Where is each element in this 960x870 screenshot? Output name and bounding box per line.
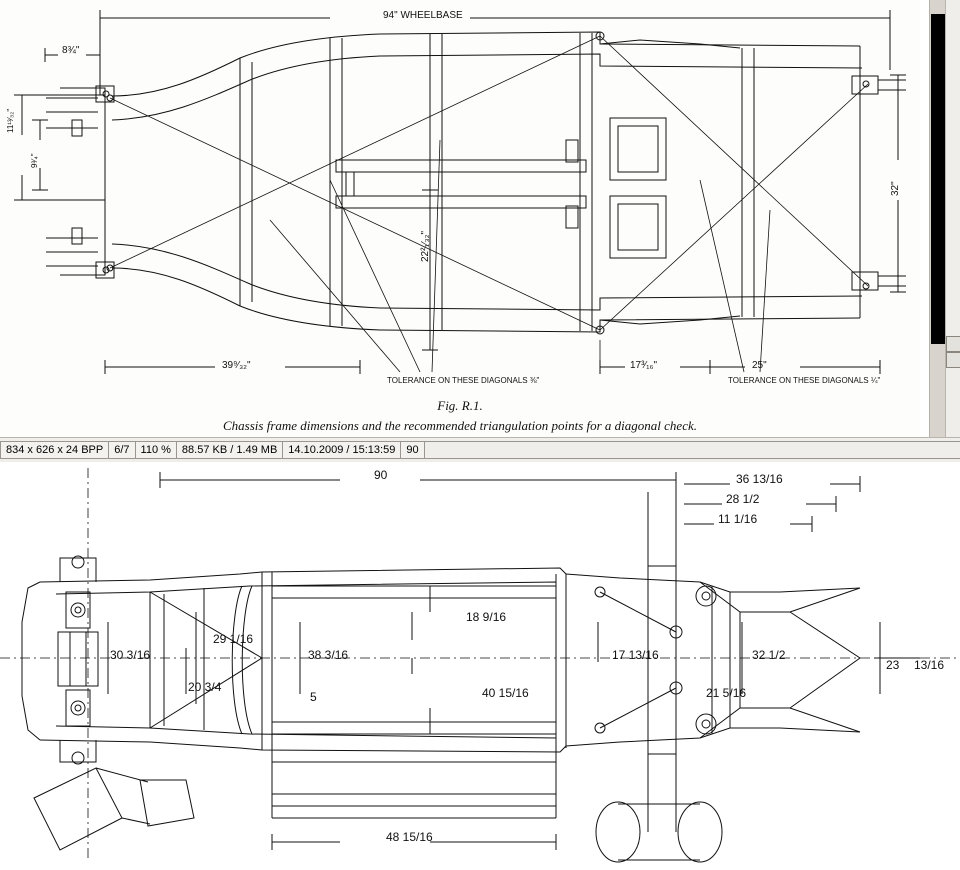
- vertical-scrollbar[interactable]: [929, 0, 946, 437]
- dim-top-11-1-16: 11 1/16: [718, 512, 758, 526]
- side-button-strip[interactable]: [945, 0, 960, 437]
- note-tolerance-left: TOLERANCE ON THESE DIAGONALS ⅜": [387, 376, 540, 385]
- status-timestamp: 14.10.2009 / 15:13:59: [282, 441, 401, 459]
- status-page: 6/7: [108, 441, 135, 459]
- note-tolerance-right: TOLERANCE ON THESE DIAGONALS ¼": [728, 376, 881, 385]
- dim-right-13-16: 13/16: [914, 658, 945, 672]
- status-dimensions: 834 x 626 x 24 BPP: [0, 441, 109, 459]
- status-filesize: 88.57 KB / 1.49 MB: [176, 441, 283, 459]
- side-scroll-down-button[interactable]: [946, 352, 960, 368]
- dim-left-vertical-a: 11¹³⁄₃₂": [6, 108, 15, 133]
- dim-bottom-48-15-16: 48 15/16: [386, 830, 433, 844]
- dim-right-vertical: 32": [890, 181, 901, 196]
- viewer-canvas[interactable]: [0, 0, 920, 437]
- dim-left-29-1-16: 29 1/16: [213, 632, 254, 646]
- dim-right-21-5-16: 21 5/16: [706, 686, 747, 700]
- dim-top-36-13-16: 36 13/16: [736, 472, 783, 486]
- dim-left-vertical-b: 9³⁄₄": [30, 153, 39, 168]
- dim-right-23: 23: [886, 658, 900, 672]
- dim-top-90: 90: [374, 468, 388, 482]
- dim-top-28-1-2: 28 1/2: [726, 492, 760, 506]
- chassis-detail-drawing: [0, 462, 960, 870]
- status-zoom: 110 %: [135, 441, 177, 459]
- dim-wheelbase: 94" WHEELBASE: [383, 10, 463, 21]
- scroll-up-arrow[interactable]: [930, 0, 946, 14]
- figure-caption: Chassis frame dimensions and the recommended triangulation points for a diagonal check.: [223, 418, 697, 433]
- dim-mid-17-13-16: 17 13/16: [612, 648, 659, 662]
- dim-mid-40-15-16: 40 15/16: [482, 686, 529, 700]
- status-rotation: 90: [400, 441, 424, 459]
- dim-left-20-3-4: 20 3/4: [188, 680, 222, 694]
- chassis-plan-drawing: [0, 0, 920, 437]
- side-scroll-up-button[interactable]: [946, 336, 960, 352]
- status-bar: [0, 437, 960, 462]
- chassis-detail-canvas[interactable]: [0, 462, 960, 870]
- scroll-down-arrow[interactable]: [930, 423, 946, 437]
- dim-bottom-right: 25": [752, 360, 767, 371]
- dim-front-width: 8¾": [62, 45, 80, 56]
- dim-left-5: 5: [310, 690, 317, 704]
- dim-mid-18-9-16: 18 9/16: [466, 610, 507, 624]
- dim-left-38-3-16: 38 3/16: [308, 648, 349, 662]
- scrollbar-thumb[interactable]: [931, 14, 945, 344]
- dim-right-32-1-2: 32 1/2: [752, 648, 786, 662]
- status-spacer: [425, 441, 960, 459]
- dim-bottom-left: 39⁹⁄₃₂": [222, 360, 251, 371]
- dim-bottom-mid: 17³⁄₁₆": [630, 360, 658, 371]
- dim-left-30-3-16: 30 3/16: [110, 648, 151, 662]
- dim-centre-vertical: 22²₁⁄₃₂": [420, 230, 431, 262]
- chassis-detail-panel: [0, 462, 960, 870]
- figure-number: Fig. R.1.: [437, 398, 483, 413]
